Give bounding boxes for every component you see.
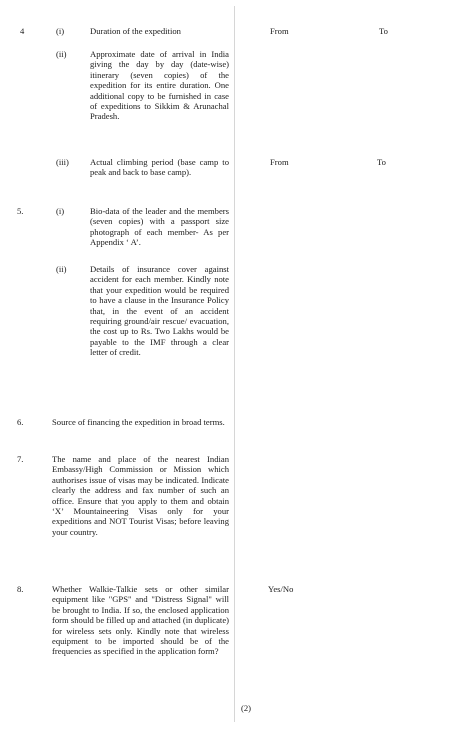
question-text: Details of insurance cover against accident for each member. Kindly note that your expedition would be required to have a clause in the Insurance Policy that, in the event of an accident requiring ground/air rescue/ evacuation, the cost up to Rs. Two Lakhs would be payable to the IMF through a clear letter of credit.	[90, 264, 229, 358]
question-text: Whether Walkie-Talkie sets or other similar equipment like "GPS" and "Distress Signal" will be brought to India. If so, the enclosed application form should be filled up and attached (in duplicate) for wireless sets only. Kindly note that wireless equipment to be imported should be of the frequencies as specified in the application form?	[52, 584, 229, 657]
answer-yes-no-label: Yes/No	[268, 584, 294, 594]
question-text: Source of financing the expedition in broad terms.	[52, 417, 225, 427]
sub-item-roman: (ii)	[56, 49, 67, 59]
item-number: 7.	[17, 454, 24, 464]
question-text: Actual climbing period (base camp to peak and back to base camp).	[90, 157, 229, 178]
answer-to-label: To	[377, 157, 386, 167]
page-number: (2)	[241, 703, 252, 713]
item-number: 5.	[17, 206, 24, 216]
sub-item-roman: (ii)	[56, 264, 67, 274]
item-number: 8.	[17, 584, 24, 594]
sub-item-roman: (iii)	[56, 157, 69, 167]
answer-to-label: To	[379, 26, 388, 36]
sub-item-roman: (i)	[56, 26, 65, 36]
question-text: Bio-data of the leader and the members (seven copies) with a passport size photograph of each member- As per Appendix ‘ A’.	[90, 206, 229, 248]
column-divider	[234, 6, 235, 722]
item-number: 4	[20, 26, 25, 36]
answer-from-label: From	[270, 26, 289, 36]
question-text: Duration of the expedition	[90, 26, 181, 36]
item-number: 6.	[17, 417, 24, 427]
question-text: Approximate date of arrival in India giving the day by day (date-wise) itinerary (seven copies) of the expedition for its entire duration. One additional copy to be furnished in case of expeditions to Sikkim & Arunachal Pradesh.	[90, 49, 229, 122]
question-text: The name and place of the nearest Indian Embassy/High Commission or Mission which authorises issue of visas may be indicated. Indicate clearly the address and fax number of such an office. Ensure that you apply to them and obtain ‘X’ Mountaineering Visas only for your expeditions and NOT Tourist Visas; before leaving your country.	[52, 454, 229, 537]
answer-from-label: From	[270, 157, 289, 167]
sub-item-roman: (i)	[56, 206, 65, 216]
